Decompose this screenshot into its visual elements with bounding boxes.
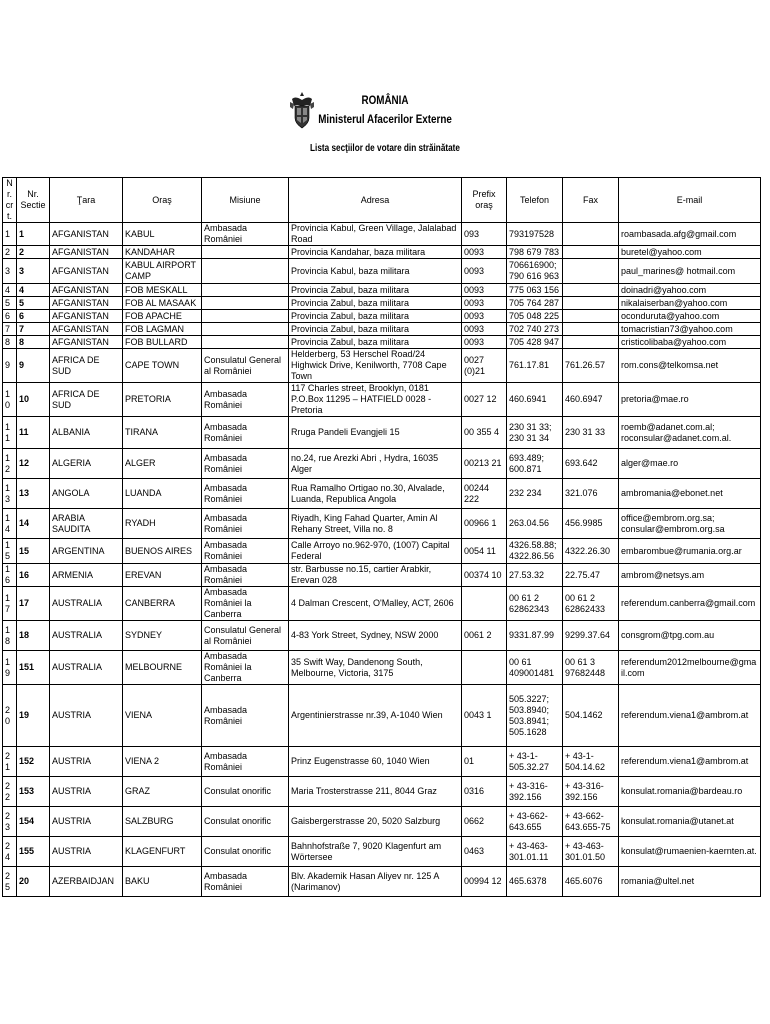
row-nr: 25: [3, 867, 17, 897]
row-prefix: 0043 1: [462, 685, 507, 747]
row-telefon: 793197528: [507, 223, 563, 246]
row-email[interactable]: embarombue@rumania.org.ar: [619, 539, 761, 564]
row-misiune: Ambasada României: [202, 479, 289, 509]
row-nr: 10: [3, 383, 17, 417]
row-adresa: Provincia Kabul, baza militara: [289, 259, 462, 284]
row-sectie: 155: [17, 837, 50, 867]
table-row: [3, 807, 761, 837]
row-adresa: Rua Ramalho Ortigao no.30, Alvalade, Luanda, Republica Angola: [289, 479, 462, 509]
row-misiune: Ambasada României: [202, 417, 289, 449]
table-row: [3, 349, 761, 383]
table-row: [3, 297, 761, 310]
row-telefon: 465.6378: [507, 867, 563, 897]
col-header-tara: Ţara: [50, 178, 123, 223]
row-tara: AFGANISTAN: [50, 310, 123, 323]
row-sectie: 10: [17, 383, 50, 417]
row-tara: AFRICA DE SUD: [50, 383, 123, 417]
row-misiune: Ambasada României: [202, 747, 289, 777]
row-nr: 3: [3, 259, 17, 284]
row-oras: MELBOURNE: [123, 651, 202, 685]
list-title: Lista secţiilor de votare din străinătate: [310, 143, 460, 154]
row-email[interactable]: office@embrom.org.sa; consular@embrom.org.sa: [619, 509, 761, 539]
row-oras: KANDAHAR: [123, 246, 202, 259]
row-tara: AUSTRALIA: [50, 587, 123, 621]
row-misiune: Ambasada României: [202, 449, 289, 479]
row-misiune: [202, 310, 289, 323]
row-fax: [563, 284, 619, 297]
table-row: [3, 509, 761, 539]
ministry-heading: Ministerul Afacerilor Externe: [318, 112, 452, 126]
row-adresa: Argentinierstrasse nr.39, A-1040 Wien: [289, 685, 462, 747]
row-misiune: Ambasada României: [202, 867, 289, 897]
row-adresa: 117 Charles street, Brooklyn, 0181 P.O.Box 11295 – HATFIELD 0028 - Pretoria: [289, 383, 462, 417]
row-misiune: Ambasada României: [202, 685, 289, 747]
row-tara: AFGANISTAN: [50, 259, 123, 284]
row-misiune: Ambasada României: [202, 539, 289, 564]
row-misiune: Consulat onorific: [202, 837, 289, 867]
row-sectie: 9: [17, 349, 50, 383]
row-sectie: 4: [17, 284, 50, 297]
row-email[interactable]: paul_marines@ hotmail.com: [619, 259, 761, 284]
row-sectie: 153: [17, 777, 50, 807]
row-tara: AUSTRIA: [50, 837, 123, 867]
row-email[interactable]: nikalaiserban@yahoo.com: [619, 297, 761, 310]
table-row: [3, 259, 761, 284]
row-nr: 15: [3, 539, 17, 564]
row-tara: ARABIA SAUDITA: [50, 509, 123, 539]
row-prefix: [462, 651, 507, 685]
row-oras: VIENA: [123, 685, 202, 747]
row-email[interactable]: konsulat.romania@utanet.at: [619, 807, 761, 837]
row-telefon: 705 048 225: [507, 310, 563, 323]
table-row: [3, 747, 761, 777]
row-prefix: 0093: [462, 323, 507, 336]
table-row: [3, 223, 761, 246]
row-oras: FOB MESKALL: [123, 284, 202, 297]
row-nr: 13: [3, 479, 17, 509]
row-misiune: [202, 297, 289, 310]
row-nr: 8: [3, 336, 17, 349]
row-tara: AUSTRIA: [50, 807, 123, 837]
row-fax: 504.1462: [563, 685, 619, 747]
row-misiune: Consulatul General al României: [202, 349, 289, 383]
row-telefon: 505.3227; 503.8940; 503.8941; 505.1628: [507, 685, 563, 747]
row-nr: 24: [3, 837, 17, 867]
row-prefix: 0054 11: [462, 539, 507, 564]
row-nr: 18: [3, 621, 17, 651]
row-tara: AUSTRALIA: [50, 621, 123, 651]
col-header-adresa: Adresa: [289, 178, 462, 223]
row-fax: 9299.37.64: [563, 621, 619, 651]
col-header-email: E-mail: [619, 178, 761, 223]
row-email[interactable]: alger@mae.ro: [619, 449, 761, 479]
row-sectie: 5: [17, 297, 50, 310]
row-prefix: 0093: [462, 336, 507, 349]
row-oras: KLAGENFURT: [123, 837, 202, 867]
row-sectie: 7: [17, 323, 50, 336]
row-prefix: 0061 2: [462, 621, 507, 651]
row-sectie: 18: [17, 621, 50, 651]
row-tara: ARMENIA: [50, 564, 123, 587]
row-telefon: + 43-316-392.156: [507, 777, 563, 807]
row-sectie: 2: [17, 246, 50, 259]
row-prefix: 0463: [462, 837, 507, 867]
row-telefon: 00 61 2 62862343: [507, 587, 563, 621]
row-prefix: 0093: [462, 259, 507, 284]
row-fax: 693.642: [563, 449, 619, 479]
table-row: [3, 651, 761, 685]
row-misiune: [202, 284, 289, 297]
row-prefix: 01: [462, 747, 507, 777]
row-sectie: 15: [17, 539, 50, 564]
row-sectie: 6: [17, 310, 50, 323]
row-misiune: [202, 259, 289, 284]
row-adresa: str. Barbusse no.15, cartier Arabkir, Erevan 028: [289, 564, 462, 587]
row-telefon: 761.17.81: [507, 349, 563, 383]
row-fax: + 43-316-392.156: [563, 777, 619, 807]
row-fax: 456.9985: [563, 509, 619, 539]
row-oras: KABUL: [123, 223, 202, 246]
col-header-sectie: Nr. Sectie: [17, 178, 50, 223]
row-misiune: [202, 323, 289, 336]
row-prefix: 0027 12: [462, 383, 507, 417]
row-nr: 22: [3, 777, 17, 807]
row-misiune: Ambasada României: [202, 509, 289, 539]
row-tara: AUSTRIA: [50, 777, 123, 807]
row-nr: 21: [3, 747, 17, 777]
row-misiune: [202, 246, 289, 259]
row-email[interactable]: pretoria@mae.ro: [619, 383, 761, 417]
col-header-telefon: Telefon: [507, 178, 563, 223]
row-adresa: Provincia Zabul, baza militara: [289, 297, 462, 310]
row-prefix: [462, 587, 507, 621]
row-fax: [563, 259, 619, 284]
row-nr: 17: [3, 587, 17, 621]
table-row: [3, 246, 761, 259]
row-adresa: Maria Trosterstrasse 211, 8044 Graz: [289, 777, 462, 807]
table-row: [3, 621, 761, 651]
row-adresa: no.24, rue Arezki Abri , Hydra, 16035 Alger: [289, 449, 462, 479]
row-email[interactable]: referendum.canberra@gmail.com: [619, 587, 761, 621]
row-sectie: 16: [17, 564, 50, 587]
row-adresa: 4-83 York Street, Sydney, NSW 2000: [289, 621, 462, 651]
row-adresa: 35 Swift Way, Dandenong South, Melbourne, Victoria, 3175: [289, 651, 462, 685]
row-telefon: 775 063 156: [507, 284, 563, 297]
row-tara: AFRICA DE SUD: [50, 349, 123, 383]
row-oras: VIENA 2: [123, 747, 202, 777]
row-tara: AFGANISTAN: [50, 246, 123, 259]
row-nr: 14: [3, 509, 17, 539]
row-prefix: 0027 (0)21: [462, 349, 507, 383]
row-telefon: + 43-1-505.32.27: [507, 747, 563, 777]
row-tara: ARGENTINA: [50, 539, 123, 564]
row-oras: CAPE TOWN: [123, 349, 202, 383]
row-misiune: Ambasada României: [202, 564, 289, 587]
row-email[interactable]: konsulat@rumaenien-kaernten.at.: [619, 837, 761, 867]
row-telefon: 693.489; 600.871: [507, 449, 563, 479]
row-sectie: 154: [17, 807, 50, 837]
row-tara: AUSTRIA: [50, 747, 123, 777]
row-sectie: 152: [17, 747, 50, 777]
polling-stations-table: [2, 177, 761, 897]
col-header-misiune: Misiune: [202, 178, 289, 223]
row-fax: [563, 336, 619, 349]
row-adresa: Provincia Zabul, baza militara: [289, 323, 462, 336]
row-oras: LUANDA: [123, 479, 202, 509]
table-row: [3, 587, 761, 621]
row-email[interactable]: consgrom@tpg.com.au: [619, 621, 761, 651]
row-oras: TIRANA: [123, 417, 202, 449]
row-prefix: 0316: [462, 777, 507, 807]
row-nr: 20: [3, 685, 17, 747]
row-email[interactable]: doinadri@yahoo.com: [619, 284, 761, 297]
row-prefix: 0093: [462, 310, 507, 323]
table-row: [3, 336, 761, 349]
row-email[interactable]: roemb@adanet.com.al; roconsular@adanet.com.al.: [619, 417, 761, 449]
row-email[interactable]: konsulat.romania@bardeau.ro: [619, 777, 761, 807]
row-fax: + 43-662-643.655-75: [563, 807, 619, 837]
row-sectie: 3: [17, 259, 50, 284]
table-row: [3, 310, 761, 323]
row-fax: 465.6076: [563, 867, 619, 897]
table-row: [3, 284, 761, 297]
row-misiune: Consulat onorific: [202, 807, 289, 837]
row-oras: PRETORIA: [123, 383, 202, 417]
row-sectie: 12: [17, 449, 50, 479]
row-telefon: 263.04.56: [507, 509, 563, 539]
row-nr: 19: [3, 651, 17, 685]
row-email[interactable]: referendum.viena1@ambrom.at: [619, 747, 761, 777]
row-adresa: Helderberg, 53 Herschel Road/24 Highwick Drive, Kenilworth, 7708 Cape Town: [289, 349, 462, 383]
table-row: [3, 449, 761, 479]
row-adresa: 4 Dalman Crescent, O'Malley, ACT, 2606: [289, 587, 462, 621]
row-sectie: 1: [17, 223, 50, 246]
row-oras: ALGER: [123, 449, 202, 479]
row-sectie: 151: [17, 651, 50, 685]
row-nr: 12: [3, 449, 17, 479]
row-prefix: 0662: [462, 807, 507, 837]
row-adresa: Provincia Zabul, baza militara: [289, 310, 462, 323]
row-telefon: 9331.87.99: [507, 621, 563, 651]
row-fax: 230 31 33: [563, 417, 619, 449]
row-telefon: 232 234: [507, 479, 563, 509]
row-oras: GRAZ: [123, 777, 202, 807]
row-oras: EREVAN: [123, 564, 202, 587]
row-tara: AZERBAIDJAN: [50, 867, 123, 897]
row-misiune: Ambasada României la Canberra: [202, 587, 289, 621]
row-sectie: 14: [17, 509, 50, 539]
row-oras: RYADH: [123, 509, 202, 539]
table-row: [3, 837, 761, 867]
row-telefon: 27.53.32: [507, 564, 563, 587]
row-email[interactable]: buretel@yahoo.com: [619, 246, 761, 259]
row-adresa: Provincia Zabul, baza militara: [289, 336, 462, 349]
row-prefix: 00244 222: [462, 479, 507, 509]
row-adresa: Provincia Kabul, Green Village, Jalalabad Road: [289, 223, 462, 246]
row-nr: 6: [3, 310, 17, 323]
row-fax: [563, 297, 619, 310]
row-nr: 9: [3, 349, 17, 383]
row-adresa: Calle Arroyo no.962-970, (1007) Capital Federal: [289, 539, 462, 564]
row-telefon: 706616900; 790 616 963: [507, 259, 563, 284]
row-email[interactable]: roambasada.afg@gmail.com: [619, 223, 761, 246]
row-email[interactable]: referendum2012melbourne@gmail.com: [619, 651, 761, 685]
row-email[interactable]: referendum.viena1@ambrom.at: [619, 685, 761, 747]
table-row: [3, 685, 761, 747]
row-sectie: 8: [17, 336, 50, 349]
row-adresa: Rruga Pandeli Evangjeli 15: [289, 417, 462, 449]
row-email[interactable]: oconduruta@yahoo.com: [619, 310, 761, 323]
row-oras: SALZBURG: [123, 807, 202, 837]
row-prefix: 0093: [462, 284, 507, 297]
table-row: [3, 383, 761, 417]
row-adresa: Riyadh, King Fahad Quarter, Amin Al Rehany Street, Villa no. 8: [289, 509, 462, 539]
table-body: [3, 223, 761, 897]
table-row: [3, 777, 761, 807]
row-telefon: 460.6941: [507, 383, 563, 417]
row-misiune: Consulat onorific: [202, 777, 289, 807]
row-adresa: Provincia Kandahar, baza militara: [289, 246, 462, 259]
row-misiune: Consulatul General al României: [202, 621, 289, 651]
row-misiune: Ambasada României: [202, 383, 289, 417]
row-fax: 460.6947: [563, 383, 619, 417]
row-fax: 22.75.47: [563, 564, 619, 587]
row-telefon: + 43-463-301.01.11: [507, 837, 563, 867]
row-fax: [563, 323, 619, 336]
row-nr: 4: [3, 284, 17, 297]
row-nr: 23: [3, 807, 17, 837]
row-adresa: Bahnhofstraße 7, 9020 Klagenfurt am Wörtersee: [289, 837, 462, 867]
row-tara: AUSTRIA: [50, 685, 123, 747]
row-sectie: 17: [17, 587, 50, 621]
row-tara: AFGANISTAN: [50, 297, 123, 310]
row-email[interactable]: rom.cons@telkomsa.net: [619, 349, 761, 383]
row-adresa: Prinz Eugenstrasse 60, 1040 Wien: [289, 747, 462, 777]
table-row: [3, 539, 761, 564]
row-nr: 7: [3, 323, 17, 336]
row-nr: 11: [3, 417, 17, 449]
row-tara: AUSTRALIA: [50, 651, 123, 685]
row-adresa: Provincia Zabul, baza militara: [289, 284, 462, 297]
row-tara: AFGANISTAN: [50, 336, 123, 349]
row-telefon: 705 764 287: [507, 297, 563, 310]
row-prefix: 00966 1: [462, 509, 507, 539]
row-sectie: 20: [17, 867, 50, 897]
row-oras: FOB BULLARD: [123, 336, 202, 349]
row-tara: AFGANISTAN: [50, 323, 123, 336]
table-row: [3, 479, 761, 509]
row-sectie: 11: [17, 417, 50, 449]
row-prefix: 00 355 4: [462, 417, 507, 449]
row-telefon: 705 428 947: [507, 336, 563, 349]
row-fax: [563, 246, 619, 259]
row-tara: ALGERIA: [50, 449, 123, 479]
row-tara: AFGANISTAN: [50, 223, 123, 246]
row-fax: 4322.26.30: [563, 539, 619, 564]
row-telefon: 00 61 409001481: [507, 651, 563, 685]
row-email[interactable]: ambrom@netsys.am: [619, 564, 761, 587]
table-row: [3, 323, 761, 336]
table-row: [3, 867, 761, 897]
row-misiune: Ambasada României la Canberra: [202, 651, 289, 685]
row-tara: ANGOLA: [50, 479, 123, 509]
row-oras: SYDNEY: [123, 621, 202, 651]
row-nr: 1: [3, 223, 17, 246]
row-nr: 2: [3, 246, 17, 259]
col-header-prefix: Prefix oraş: [462, 178, 507, 223]
row-prefix: 0093: [462, 246, 507, 259]
row-sectie: 19: [17, 685, 50, 747]
row-oras: CANBERRA: [123, 587, 202, 621]
row-telefon: + 43-662-643.655: [507, 807, 563, 837]
row-email[interactable]: romania@ultel.net: [619, 867, 761, 897]
row-oras: BAKU: [123, 867, 202, 897]
row-oras: FOB AL MASAAK: [123, 297, 202, 310]
row-adresa: Gaisbergerstrasse 20, 5020 Salzburg: [289, 807, 462, 837]
row-oras: FOB LAGMAN: [123, 323, 202, 336]
row-telefon: 798 679 783: [507, 246, 563, 259]
table-row: [3, 417, 761, 449]
col-header-oras: Oraş: [123, 178, 202, 223]
row-telefon: 702 740 273: [507, 323, 563, 336]
row-fax: 321.076: [563, 479, 619, 509]
row-oras: BUENOS AIRES: [123, 539, 202, 564]
row-adresa: Blv. Akademik Hasan Aliyev nr. 125 A (Narimanov): [289, 867, 462, 897]
country-heading: ROMÂNIA: [361, 93, 409, 107]
row-nr: 16: [3, 564, 17, 587]
row-fax: 761.26.57: [563, 349, 619, 383]
row-email[interactable]: tomacristian73@yahoo.com: [619, 323, 761, 336]
row-nr: 5: [3, 297, 17, 310]
row-oras: FOB APACHE: [123, 310, 202, 323]
col-header-fax: Fax: [563, 178, 619, 223]
col-header-nr: Nr. crt.: [3, 178, 17, 223]
row-misiune: Ambasada României: [202, 223, 289, 246]
row-prefix: 00213 21: [462, 449, 507, 479]
row-prefix: 0093: [462, 297, 507, 310]
row-fax: [563, 223, 619, 246]
row-email[interactable]: ambromania@ebonet.net: [619, 479, 761, 509]
row-oras: KABUL AIRPORT CAMP: [123, 259, 202, 284]
row-fax: [563, 310, 619, 323]
row-prefix: 093: [462, 223, 507, 246]
row-email[interactable]: cristicolibaba@yahoo.com: [619, 336, 761, 349]
row-fax: 00 61 2 62862433: [563, 587, 619, 621]
row-telefon: 230 31 33; 230 31 34: [507, 417, 563, 449]
row-sectie: 13: [17, 479, 50, 509]
row-fax: 00 61 3 97682448: [563, 651, 619, 685]
row-prefix: 00374 10: [462, 564, 507, 587]
table-row: [3, 564, 761, 587]
row-tara: AFGANISTAN: [50, 284, 123, 297]
row-telefon: 4326.58.88; 4322.86.56: [507, 539, 563, 564]
row-fax: + 43-463-301.01.50: [563, 837, 619, 867]
row-prefix: 00994 12: [462, 867, 507, 897]
row-fax: + 43-1-504.14.62: [563, 747, 619, 777]
row-tara: ALBANIA: [50, 417, 123, 449]
table-header-row: [3, 178, 761, 223]
row-misiune: [202, 336, 289, 349]
